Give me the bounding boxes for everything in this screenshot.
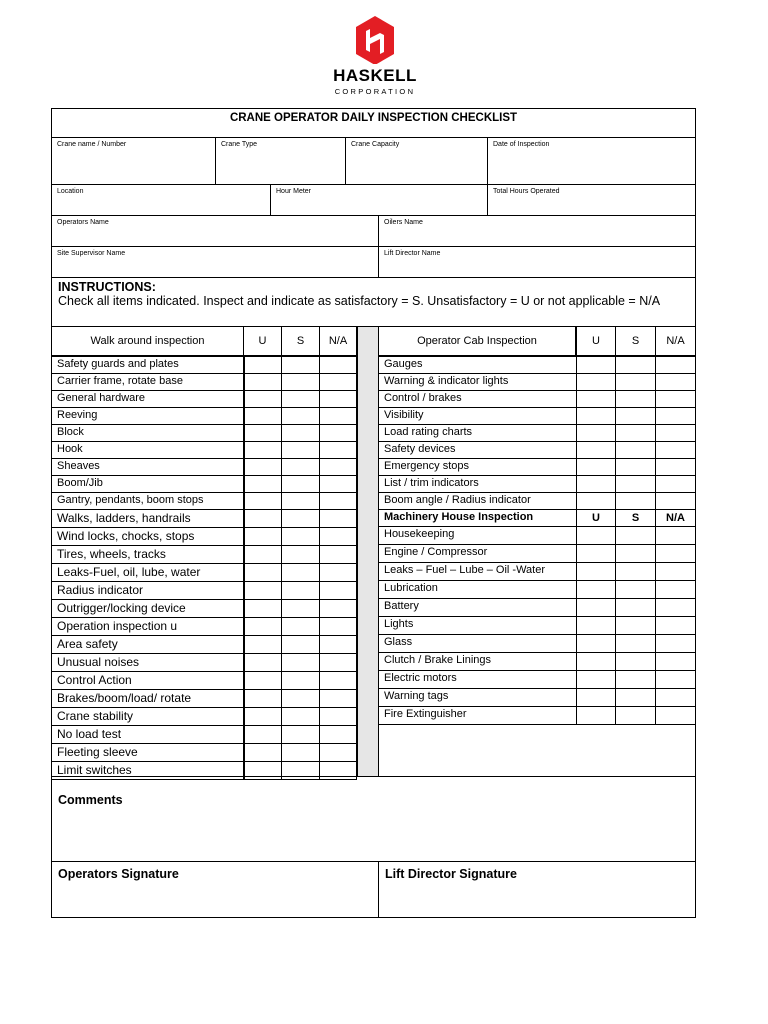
- check-cell[interactable]: [615, 441, 656, 459]
- check-cell[interactable]: [576, 706, 616, 725]
- check-cell[interactable]: [615, 688, 656, 707]
- machinery-header: Machinery House Inspection: [378, 509, 577, 527]
- operators-name-field[interactable]: Operators Name: [51, 215, 379, 247]
- check-cell[interactable]: [319, 509, 357, 528]
- check-cell[interactable]: [243, 599, 282, 618]
- check-cell[interactable]: [281, 653, 320, 672]
- check-cell[interactable]: [243, 545, 282, 564]
- check-cell[interactable]: [319, 424, 357, 442]
- check-cell[interactable]: [576, 580, 616, 599]
- check-cell[interactable]: [243, 390, 282, 408]
- check-cell[interactable]: [615, 356, 656, 374]
- check-cell[interactable]: [319, 581, 357, 600]
- check-cell[interactable]: [655, 526, 696, 545]
- check-cell[interactable]: [655, 580, 696, 599]
- check-cell[interactable]: [281, 617, 320, 636]
- check-cell[interactable]: [576, 424, 616, 442]
- check-cell[interactable]: [281, 671, 320, 690]
- check-cell[interactable]: [281, 635, 320, 654]
- check-cell[interactable]: [615, 562, 656, 581]
- check-cell[interactable]: [243, 725, 282, 744]
- cab-item: Emergency stops: [378, 458, 577, 476]
- walk-around-item: Safety guards and plates: [51, 356, 245, 374]
- check-cell[interactable]: [655, 390, 696, 408]
- check-cell[interactable]: [615, 634, 656, 653]
- walk-around-item: Crane stability: [51, 707, 245, 726]
- machinery-col-na: N/A: [655, 509, 696, 527]
- check-cell[interactable]: [281, 599, 320, 618]
- walk-around-item: Outrigger/locking device: [51, 599, 245, 618]
- right-col-s: S: [615, 326, 656, 356]
- check-cell[interactable]: [243, 373, 282, 391]
- check-cell[interactable]: [243, 743, 282, 762]
- walk-around-item: Gantry, pendants, boom stops: [51, 492, 245, 510]
- check-cell[interactable]: [281, 424, 320, 442]
- check-cell[interactable]: [655, 616, 696, 635]
- walk-around-item: Area safety: [51, 635, 245, 654]
- walk-around-item: Control Action: [51, 671, 245, 690]
- check-cell[interactable]: [243, 527, 282, 546]
- walk-around-header: Walk around inspection: [51, 326, 244, 356]
- check-cell[interactable]: [243, 441, 282, 459]
- hour-meter-field[interactable]: Hour Meter: [270, 184, 488, 216]
- check-cell[interactable]: [655, 492, 696, 510]
- check-cell[interactable]: [576, 634, 616, 653]
- check-cell[interactable]: [281, 563, 320, 582]
- machinery-item: Leaks – Fuel – Lube – Oil -Water: [378, 562, 577, 581]
- crane-type-field[interactable]: Crane Type: [215, 137, 346, 185]
- walk-around-item: Hook: [51, 441, 245, 459]
- logo-subtitle: CORPORATION: [334, 87, 416, 96]
- walk-around-item: Sheaves: [51, 458, 245, 476]
- check-cell[interactable]: [615, 670, 656, 689]
- walk-around-item: Boom/Jib: [51, 475, 245, 493]
- check-cell[interactable]: [319, 441, 357, 459]
- column-separator: [357, 326, 379, 777]
- check-cell[interactable]: [243, 509, 282, 528]
- check-cell[interactable]: [319, 689, 357, 708]
- check-cell[interactable]: [281, 689, 320, 708]
- location-field[interactable]: Location: [51, 184, 271, 216]
- check-cell[interactable]: [615, 544, 656, 563]
- check-cell[interactable]: [655, 424, 696, 442]
- left-col-na: N/A: [319, 326, 357, 356]
- check-cell[interactable]: [576, 407, 616, 425]
- instructions-title: INSTRUCTIONS:: [58, 280, 156, 294]
- check-cell[interactable]: [281, 458, 320, 476]
- check-cell[interactable]: [319, 671, 357, 690]
- walk-around-item: Reeving: [51, 407, 245, 425]
- check-cell[interactable]: [319, 635, 357, 654]
- check-cell[interactable]: [615, 598, 656, 617]
- total-hours-field[interactable]: Total Hours Operated: [487, 184, 696, 216]
- check-cell[interactable]: [576, 526, 616, 545]
- lift-director-signature-field[interactable]: Lift Director Signature: [378, 861, 696, 918]
- check-cell[interactable]: [576, 670, 616, 689]
- check-cell[interactable]: [319, 527, 357, 546]
- check-cell[interactable]: [615, 475, 656, 493]
- check-cell[interactable]: [243, 581, 282, 600]
- check-cell[interactable]: [281, 545, 320, 564]
- instructions-text: Check all items indicated. Inspect and indicate as satisfactory = S. Unsatisfactory = U or not applicable = N/A: [58, 294, 661, 308]
- walk-around-item: General hardware: [51, 390, 245, 408]
- check-cell[interactable]: [281, 407, 320, 425]
- comments-box[interactable]: Comments: [51, 776, 696, 862]
- check-cell[interactable]: [281, 441, 320, 459]
- check-cell[interactable]: [576, 688, 616, 707]
- check-cell[interactable]: [319, 373, 357, 391]
- right-col-na: N/A: [655, 326, 696, 356]
- check-cell[interactable]: [243, 671, 282, 690]
- cab-item: Visibility: [378, 407, 577, 425]
- crane-name-field[interactable]: Crane name / Number: [51, 137, 216, 185]
- check-cell[interactable]: [281, 492, 320, 510]
- check-cell[interactable]: [615, 390, 656, 408]
- oilers-name-field[interactable]: Oilers Name: [378, 215, 696, 247]
- cab-item: Control / brakes: [378, 390, 577, 408]
- check-cell[interactable]: [576, 598, 616, 617]
- walk-around-item: No load test: [51, 725, 245, 744]
- check-cell[interactable]: [319, 407, 357, 425]
- check-cell[interactable]: [281, 527, 320, 546]
- check-cell[interactable]: [319, 725, 357, 744]
- check-cell[interactable]: [243, 707, 282, 726]
- right-empty-area: [378, 724, 696, 777]
- check-cell[interactable]: [655, 544, 696, 563]
- check-cell[interactable]: [655, 688, 696, 707]
- check-cell[interactable]: [615, 407, 656, 425]
- walk-around-item: Carrier frame, rotate base: [51, 373, 245, 391]
- check-cell[interactable]: [615, 706, 656, 725]
- check-cell[interactable]: [319, 617, 357, 636]
- machinery-item: Warning tags: [378, 688, 577, 707]
- machinery-item: Lights: [378, 616, 577, 635]
- machinery-item: Electric motors: [378, 670, 577, 689]
- check-cell[interactable]: [243, 653, 282, 672]
- check-cell[interactable]: [655, 356, 696, 374]
- check-cell[interactable]: [319, 545, 357, 564]
- form-title: CRANE OPERATOR DAILY INSPECTION CHECKLIST: [51, 108, 696, 138]
- operator-cab-header: Operator Cab Inspection: [378, 326, 576, 356]
- check-cell[interactable]: [281, 707, 320, 726]
- machinery-item: Engine / Compressor: [378, 544, 577, 563]
- check-cell[interactable]: [319, 743, 357, 762]
- check-cell[interactable]: [243, 689, 282, 708]
- check-cell[interactable]: [243, 458, 282, 476]
- check-cell[interactable]: [655, 441, 696, 459]
- machinery-col-u: U: [576, 509, 616, 527]
- check-cell[interactable]: [319, 356, 357, 374]
- check-cell[interactable]: [243, 407, 282, 425]
- check-cell[interactable]: [243, 475, 282, 493]
- walk-around-item: Operation inspection u: [51, 617, 245, 636]
- check-cell[interactable]: [655, 634, 696, 653]
- crane-capacity-field[interactable]: Crane Capacity: [345, 137, 488, 185]
- check-cell[interactable]: [243, 356, 282, 374]
- check-cell[interactable]: [243, 492, 282, 510]
- check-cell[interactable]: [319, 563, 357, 582]
- left-col-u: U: [243, 326, 282, 356]
- check-cell[interactable]: [655, 475, 696, 493]
- check-cell[interactable]: [615, 492, 656, 510]
- check-cell[interactable]: [615, 424, 656, 442]
- check-cell[interactable]: [243, 617, 282, 636]
- right-col-u: U: [576, 326, 616, 356]
- logo-name: HASKELL: [333, 66, 417, 85]
- walk-around-item: Leaks-Fuel, oil, lube, water: [51, 563, 245, 582]
- machinery-col-s: S: [615, 509, 656, 527]
- cab-item: Gauges: [378, 356, 577, 374]
- check-cell[interactable]: [615, 373, 656, 391]
- check-cell[interactable]: [281, 581, 320, 600]
- walk-around-item: Wind locks, chocks, stops: [51, 527, 245, 546]
- check-cell[interactable]: [576, 616, 616, 635]
- check-cell[interactable]: [319, 390, 357, 408]
- machinery-item: Lubrication: [378, 580, 577, 599]
- left-col-s: S: [281, 326, 320, 356]
- walk-around-item: Block: [51, 424, 245, 442]
- check-cell[interactable]: [576, 652, 616, 671]
- check-cell[interactable]: [319, 492, 357, 510]
- cab-item: Boom angle / Radius indicator: [378, 492, 577, 510]
- check-cell[interactable]: [281, 390, 320, 408]
- check-cell[interactable]: [576, 356, 616, 374]
- operators-signature-field[interactable]: Operators Signature: [51, 861, 379, 918]
- check-cell[interactable]: [615, 652, 656, 671]
- cab-item: List / trim indicators: [378, 475, 577, 493]
- check-cell[interactable]: [243, 563, 282, 582]
- check-cell[interactable]: [319, 707, 357, 726]
- check-cell[interactable]: [576, 458, 616, 476]
- haskell-logo-icon: [337, 14, 413, 64]
- check-cell[interactable]: [243, 635, 282, 654]
- check-cell[interactable]: [319, 475, 357, 493]
- check-cell[interactable]: [615, 616, 656, 635]
- check-cell[interactable]: [655, 458, 696, 476]
- check-cell[interactable]: [319, 458, 357, 476]
- walk-around-item: Brakes/boom/load/ rotate: [51, 689, 245, 708]
- site-supervisor-field[interactable]: Site Supervisor Name: [51, 246, 379, 278]
- walk-around-item: Walks, ladders, handrails: [51, 509, 245, 528]
- date-of-inspection-field[interactable]: Date of Inspection: [487, 137, 696, 185]
- check-cell[interactable]: [576, 390, 616, 408]
- walk-around-item: Unusual noises: [51, 653, 245, 672]
- walk-around-item: Limit switches: [51, 761, 245, 780]
- check-cell[interactable]: [655, 652, 696, 671]
- check-cell[interactable]: [281, 373, 320, 391]
- machinery-item: Clutch / Brake Linings: [378, 652, 577, 671]
- check-cell[interactable]: [281, 725, 320, 744]
- check-cell[interactable]: [319, 653, 357, 672]
- machinery-item: Fire Extinguisher: [378, 706, 577, 725]
- cab-item: Safety devices: [378, 441, 577, 459]
- check-cell[interactable]: [615, 526, 656, 545]
- check-cell[interactable]: [319, 599, 357, 618]
- machinery-item: Housekeeping: [378, 526, 577, 545]
- cab-item: Load rating charts: [378, 424, 577, 442]
- check-cell[interactable]: [655, 373, 696, 391]
- walk-around-item: Fleeting sleeve: [51, 743, 245, 762]
- check-cell[interactable]: [615, 458, 656, 476]
- check-cell[interactable]: [576, 475, 616, 493]
- machinery-item: Battery: [378, 598, 577, 617]
- check-cell[interactable]: [576, 441, 616, 459]
- check-cell[interactable]: [281, 475, 320, 493]
- lift-director-name-field[interactable]: Lift Director Name: [378, 246, 696, 278]
- check-cell[interactable]: [615, 580, 656, 599]
- check-cell[interactable]: [281, 509, 320, 528]
- check-cell[interactable]: [655, 407, 696, 425]
- check-cell[interactable]: [655, 598, 696, 617]
- check-cell[interactable]: [576, 492, 616, 510]
- check-cell[interactable]: [576, 544, 616, 563]
- haskell-logo: [330, 14, 420, 98]
- check-cell[interactable]: [576, 562, 616, 581]
- cab-item: Warning & indicator lights: [378, 373, 577, 391]
- check-cell[interactable]: [576, 373, 616, 391]
- check-cell[interactable]: [243, 424, 282, 442]
- check-cell[interactable]: [281, 356, 320, 374]
- check-cell[interactable]: [655, 706, 696, 725]
- machinery-item: Glass: [378, 634, 577, 653]
- walk-around-item: Radius indicator: [51, 581, 245, 600]
- walk-around-item: Tires, wheels, tracks: [51, 545, 245, 564]
- instructions-box: [51, 277, 696, 327]
- check-cell[interactable]: [655, 562, 696, 581]
- check-cell[interactable]: [655, 670, 696, 689]
- check-cell[interactable]: [281, 743, 320, 762]
